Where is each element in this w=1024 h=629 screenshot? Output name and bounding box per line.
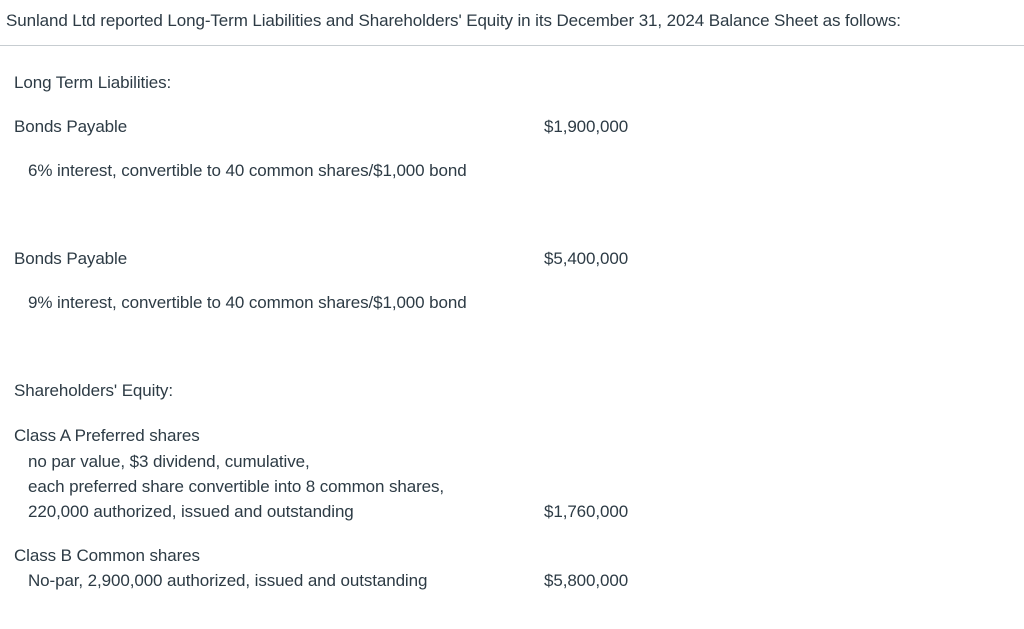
divider bbox=[0, 45, 1024, 46]
bond2-amount: $5,400,000 bbox=[544, 249, 629, 268]
bond1-description: 6% interest, convertible to 40 common shares/$1,000 bond bbox=[28, 161, 467, 180]
class-a-amount: $1,760,000 bbox=[544, 502, 629, 521]
bond2-label: Bonds Payable bbox=[14, 249, 128, 268]
bond1-label: Bonds Payable bbox=[14, 117, 128, 136]
class-a-line-3: 220,000 authorized, issued and outstanding bbox=[28, 502, 354, 521]
bond1-amount: $1,900,000 bbox=[544, 117, 629, 136]
shareholders-equity-heading: Shareholders' Equity: bbox=[14, 381, 173, 400]
intro-text: Sunland Ltd reported Long-Term Liabilities and Shareholders' Equity in its December 31, 2024 Balance Sheet as follows: bbox=[6, 11, 901, 30]
class-b-line: No-par, 2,900,000 authorized, issued and outstanding bbox=[28, 571, 428, 590]
class-b-amount: $5,800,000 bbox=[544, 571, 629, 590]
class-a-label: Class A Preferred shares bbox=[14, 426, 200, 445]
bond2-description: 9% interest, convertible to 40 common shares/$1,000 bond bbox=[28, 293, 467, 312]
long-term-liabilities-heading: Long Term Liabilities: bbox=[14, 73, 172, 92]
class-b-label: Class B Common shares bbox=[14, 546, 200, 565]
class-a-line-2: each preferred share convertible into 8 common shares, bbox=[28, 477, 445, 496]
class-a-line-1: no par value, $3 dividend, cumulative, bbox=[28, 452, 310, 471]
